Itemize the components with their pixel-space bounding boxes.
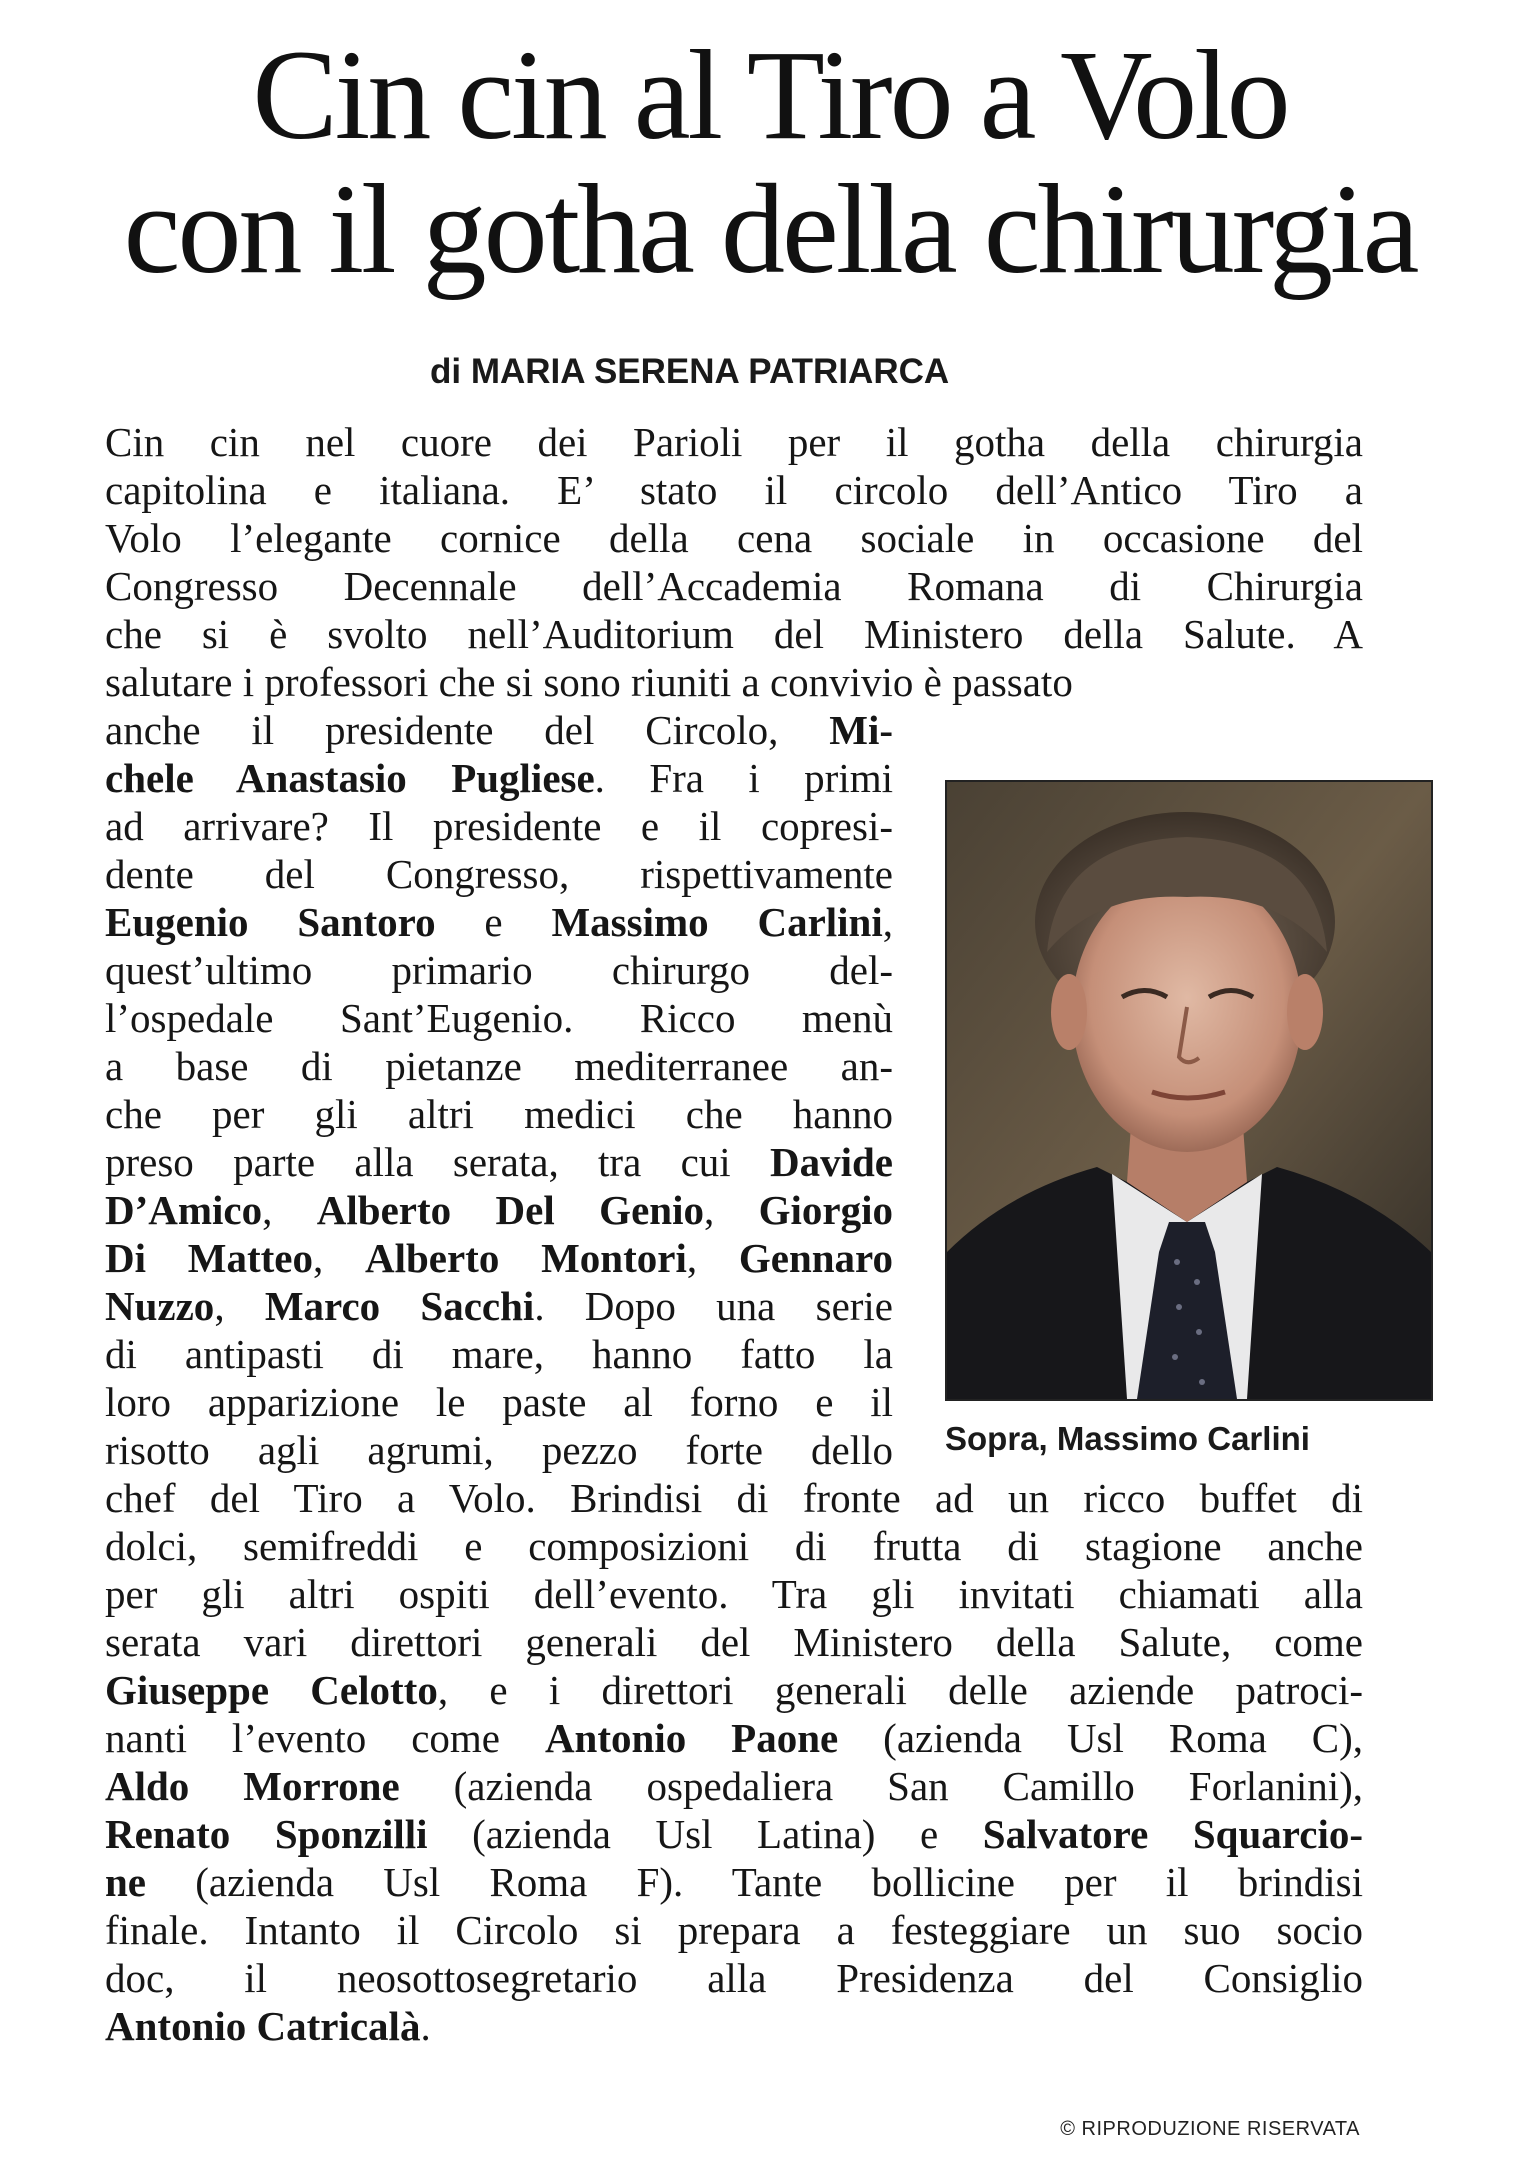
article-text: quest’ultimo primario chirurgo del-: [105, 947, 893, 993]
article-text: dolci, semifreddi e composizioni di frutta di stagione anche: [105, 1523, 1363, 1569]
person-name: Alberto Del Genio: [316, 1187, 704, 1233]
article-text: (azienda Usl Roma C),: [838, 1715, 1363, 1761]
article-line: [105, 466, 1363, 514]
byline: di MARIA SERENA PATRIARCA: [430, 352, 950, 391]
article-text: serata vari direttori generali del Ministero della Salute, come: [105, 1619, 1363, 1665]
article-line: [105, 2002, 1363, 2050]
article-line: [105, 514, 1363, 562]
person-name: Giorgio: [758, 1187, 893, 1233]
portrait-photo: [945, 780, 1433, 1401]
article-text: Cin cin nel cuore dei Parioli per il gotha della chirurgia: [105, 419, 1363, 465]
person-name: Davide: [770, 1139, 893, 1185]
article-text: (azienda Usl Roma F). Tante bollicine per il brindisi: [146, 1859, 1363, 1905]
copyright-notice: © RIPRODUZIONE RISERVATA: [1060, 2118, 1360, 2140]
article-text: (azienda Usl Latina) e: [427, 1811, 983, 1857]
person-name: Aldo Morrone: [105, 1763, 400, 1809]
headline-line-2: con il gotha della chirurgia: [123, 158, 1417, 300]
article-text: ,: [312, 1235, 365, 1281]
article-line: [105, 1666, 1363, 1714]
article-line: [105, 1042, 893, 1090]
article-line: [105, 1954, 1363, 2002]
article-line: [105, 1474, 1363, 1522]
article-line: [105, 946, 893, 994]
person-name: ne: [105, 1859, 146, 1905]
article-text: di antipasti di mare, hanno fatto la: [105, 1331, 893, 1377]
article-text: .: [420, 2003, 431, 2049]
article-text: ,: [214, 1283, 265, 1329]
article-line: [105, 1138, 893, 1186]
article-line: [105, 1426, 893, 1474]
person-name: Di Matteo: [105, 1235, 313, 1281]
article-text: ,: [686, 1235, 739, 1281]
article-line: [105, 1810, 1363, 1858]
person-name: Alberto Montori: [364, 1235, 687, 1281]
article-line: [105, 418, 1363, 466]
article-line: [105, 850, 893, 898]
article-line: [105, 802, 893, 850]
article-text: dente del Congresso, rispettivamente: [105, 851, 893, 897]
article-text: preso parte alla serata, tra cui: [105, 1139, 770, 1185]
article-line: [105, 1522, 1363, 1570]
article-text: salutare i professori che si sono riuniti a convivio è passato: [105, 659, 1073, 705]
person-name: Giuseppe Celotto: [105, 1667, 438, 1713]
article-text: che per gli altri medici che hanno: [105, 1091, 893, 1137]
article-text: . Dopo una serie: [534, 1283, 893, 1329]
headline: [60, 24, 1480, 300]
article-line: [105, 1234, 893, 1282]
article-text: ,: [703, 1187, 759, 1233]
article-text: per gli altri ospiti dell’evento. Tra gli invitati chiamati alla: [105, 1571, 1363, 1617]
article-text: Congresso Decennale dell’Accademia Romana di Chirurgia: [105, 563, 1363, 609]
article-text: capitolina e italiana. E’ stato il circolo dell’Antico Tiro a: [105, 467, 1363, 513]
person-name: Gennaro: [738, 1235, 893, 1281]
article-text: anche il presidente del Circolo,: [105, 707, 830, 753]
article-text: a base di pietanze mediterranee an-: [105, 1043, 893, 1089]
person-name: Salvatore Squarcio-: [982, 1811, 1363, 1857]
article-line: [105, 1714, 1363, 1762]
person-name: Marco Sacchi: [264, 1283, 535, 1329]
article-line: [105, 610, 1363, 658]
photo-caption: Sopra, Massimo Carlini: [945, 1420, 1310, 1457]
article-line: [105, 1378, 893, 1426]
article-line: [105, 1330, 893, 1378]
article-text: , e i direttori generali delle aziende patroci-: [437, 1667, 1363, 1713]
article-text: e: [435, 899, 552, 945]
article-line: [105, 658, 1363, 706]
article-text: chef del Tiro a Volo. Brindisi di fronte ad un ricco buffet di: [105, 1475, 1363, 1521]
person-name: Antonio Paone: [544, 1715, 839, 1761]
article-line: [105, 1618, 1363, 1666]
article-line: [105, 1858, 1363, 1906]
person-name: chele Anastasio Pugliese: [105, 755, 595, 801]
article-line: [105, 706, 893, 754]
article-text: ,: [882, 899, 893, 945]
article-text: . Fra i primi: [594, 755, 893, 801]
article-text: ad arrivare? Il presidente e il copresi-: [105, 803, 893, 849]
person-name: Mi-: [829, 707, 893, 753]
person-name: Nuzzo: [105, 1283, 215, 1329]
article-text: (azienda ospedaliera San Camillo Forlanini),: [399, 1763, 1363, 1809]
article-line: [105, 1570, 1363, 1618]
article-text: Volo l’elegante cornice della cena sociale in occasione del: [105, 515, 1363, 561]
article-text: finale. Intanto il Circolo si prepara a festeggiare un suo socio: [105, 1907, 1363, 1953]
article-text: l’ospedale Sant’Eugenio. Ricco menù: [105, 995, 893, 1041]
article-text: risotto agli agrumi, pezzo forte dello: [105, 1427, 893, 1473]
person-name: Renato Sponzilli: [105, 1811, 428, 1857]
article-text: che si è svolto nell’Auditorium del Ministero della Salute. A: [105, 611, 1363, 657]
person-name: Massimo Carlini: [551, 899, 883, 945]
article-line: [105, 562, 1363, 610]
article-text: doc, il neosottosegretario alla Presidenza del Consiglio: [105, 1955, 1363, 2001]
portrait-illustration: [947, 782, 1431, 1399]
person-name: Eugenio Santoro: [105, 899, 436, 945]
article-line: [105, 1282, 893, 1330]
article-text: loro apparizione le paste al forno e il: [105, 1379, 893, 1425]
article-line: [105, 1906, 1363, 1954]
headline-line-1: Cin cin al Tiro a Volo: [252, 24, 1288, 166]
article-line: [105, 1090, 893, 1138]
article-text: ,: [262, 1187, 317, 1233]
article-text: nanti l’evento come: [105, 1715, 545, 1761]
article-line: [105, 754, 893, 802]
person-name: D’Amico: [105, 1187, 263, 1233]
article-line: [105, 994, 893, 1042]
article-line: [105, 1762, 1363, 1810]
article-line: [105, 1186, 893, 1234]
person-name: Antonio Catricalà: [105, 2003, 421, 2049]
article-line: [105, 898, 893, 946]
